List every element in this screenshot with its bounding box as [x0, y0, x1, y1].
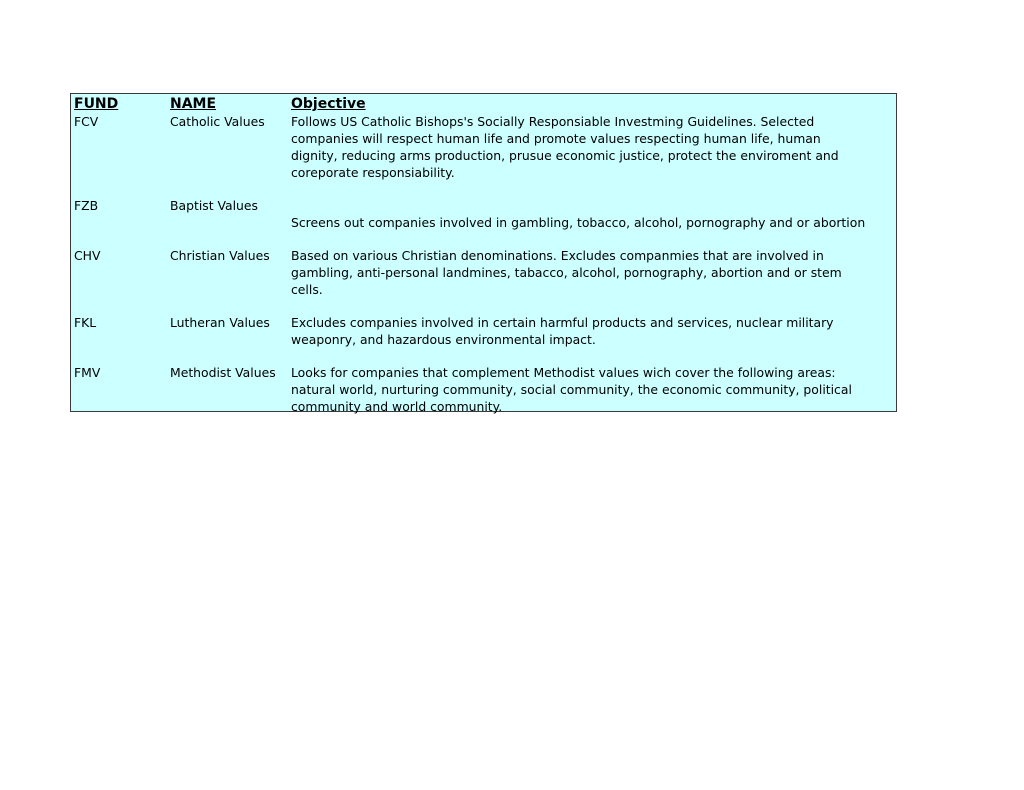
row-fcv-name: Catholic Values: [170, 114, 265, 129]
objective-line: weaponry, and hazardous environmental impact.: [291, 332, 596, 347]
row-fmv-name: Methodist Values: [170, 365, 276, 380]
row-chv-name: Christian Values: [170, 248, 270, 263]
objective-line: coreporate responsiability.: [291, 165, 455, 180]
row-fzb-objective: [291, 214, 896, 231]
objective-line: gambling, anti-personal landmines, tabacco, alcohol, pornography, abortion and or stem: [291, 265, 842, 280]
row-fkl-fund: FKL: [74, 315, 97, 330]
row-fkl-name: Lutheran Values: [170, 315, 270, 330]
row-fkl-objective: [291, 314, 896, 348]
fund-objectives-table: [70, 93, 897, 412]
objective-line: Looks for companies that complement Methodist values wich cover the following areas:: [291, 365, 836, 380]
row-chv-objective: [291, 247, 896, 298]
row-fcv-objective: [291, 113, 896, 181]
header-fund: FUND: [74, 96, 119, 112]
row-fmv-objective: [291, 364, 896, 415]
objective-line: cells.: [291, 282, 323, 297]
objective-line: Screens out companies involved in gambling, tobacco, alcohol, pornography and or abortion: [291, 215, 866, 230]
objective-line: Excludes companies involved in certain harmful products and services, nuclear military: [291, 315, 834, 330]
objective-line: Based on various Christian denominations. Excludes companmies that are involved in: [291, 248, 824, 263]
row-fzb-name: Baptist Values: [170, 198, 258, 213]
header-objective: Objective: [291, 96, 366, 112]
row-chv-fund: CHV: [74, 248, 101, 263]
objective-line: dignity, reducing arms production, prusue economic justice, protect the enviroment and: [291, 148, 839, 163]
row-fmv-fund: FMV: [74, 365, 101, 380]
row-fcv-fund: FCV: [74, 114, 99, 129]
header-name: NAME: [170, 96, 217, 112]
objective-line: Follows US Catholic Bishops's Socially Responsiable Investming Guidelines. Selected: [291, 114, 815, 129]
row-fzb-fund: FZB: [74, 198, 99, 213]
objective-line: community and world community.: [291, 399, 503, 414]
objective-line: companies will respect human life and promote values respecting human life, human: [291, 131, 821, 146]
objective-line: natural world, nurturing community, social community, the economic community, political: [291, 382, 852, 397]
